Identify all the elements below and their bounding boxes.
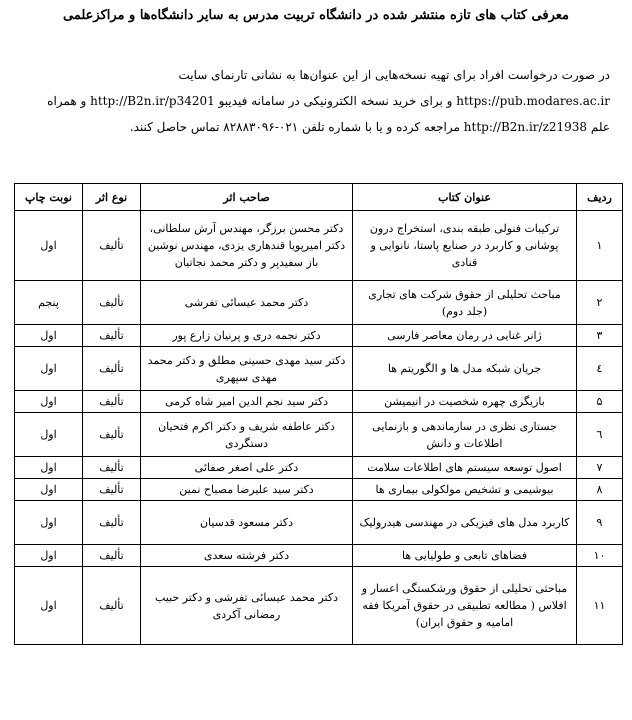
books-table — [14, 183, 623, 645]
cell-book-title: بیوشیمی و تشخیص مولکولی بیماری ها — [353, 479, 577, 501]
cell-row-number: ٤ — [577, 347, 623, 391]
cell-author: دکتر مسعود قدسیان — [141, 501, 353, 545]
cell-work-type: تألیف — [83, 413, 141, 457]
cell-edition: اول — [15, 501, 83, 545]
header-row-number: ردیف — [577, 184, 623, 211]
cell-author: دکتر محمد عیسائی تفرشی و دکتر حبیب رمضانی آکردی — [141, 567, 353, 645]
cell-book-title: جریان شبکه مدل ها و الگوریتم ها — [353, 347, 577, 391]
cell-author: دکتر عاطفه شریف و دکتر اکرم فتحیان دستگردی — [141, 413, 353, 457]
cell-author: دکتر محمد عیسائی تفرشی — [141, 281, 353, 325]
cell-row-number: ۷ — [577, 457, 623, 479]
cell-edition: اول — [15, 391, 83, 413]
cell-book-title: بازیگری چهره شخصیت در انیمیشن — [353, 391, 577, 413]
intro-paragraph — [18, 62, 610, 140]
table-row — [15, 211, 623, 281]
cell-author: دکتر نجمه دری و پرنیان زارع پور — [141, 325, 353, 347]
cell-edition: اول — [15, 211, 83, 281]
cell-book-title: مباحثی تحلیلی از حقوق ورشکستگی اعسار و افلاس ( مطالعه تطبیقی در حقوق آمریکا فقه امامیه و حقوق ایران) — [353, 567, 577, 645]
cell-book-title: ترکیبات فنولی طبقه بندی، استخراج درون پوشانی و کاربرد در صنایع پاستا، نانوایی و قنادی — [353, 211, 577, 281]
cell-book-title: مباحث تحلیلی از حقوق شرکت های تجاری (جلد دوم) — [353, 281, 577, 325]
table-row — [15, 479, 623, 501]
cell-edition: اول — [15, 413, 83, 457]
cell-edition: اول — [15, 347, 83, 391]
cell-work-type: تألیف — [83, 211, 141, 281]
header-author: صاحب اثر — [141, 184, 353, 211]
cell-book-title: اصول توسعه سیستم های اطلاعات سلامت — [353, 457, 577, 479]
cell-work-type: تألیف — [83, 479, 141, 501]
cell-row-number: ۲ — [577, 281, 623, 325]
table-row — [15, 413, 623, 457]
cell-row-number: ۳ — [577, 325, 623, 347]
cell-author: دکتر فرشته سعدی — [141, 545, 353, 567]
table-row — [15, 391, 623, 413]
cell-edition: اول — [15, 567, 83, 645]
cell-row-number: ٦ — [577, 413, 623, 457]
cell-row-number: ۱۱ — [577, 567, 623, 645]
cell-work-type: تألیف — [83, 325, 141, 347]
cell-author: دکتر سید نجم الدین امیر شاه کرمی — [141, 391, 353, 413]
header-edition: نوبت چاپ — [15, 184, 83, 211]
table-row — [15, 545, 623, 567]
table-row — [15, 281, 623, 325]
cell-edition: اول — [15, 457, 83, 479]
cell-author: دکتر سید مهدی حسینی مطلق و دکتر محمد مهدی سپهری — [141, 347, 353, 391]
table-header-row — [15, 184, 623, 211]
cell-book-title: کاربرد مدل های فیزیکی در مهندسی هیدرولیک — [353, 501, 577, 545]
intro-line: در صورت درخواست افراد برای تهیه نسخه‌هایی از این عنوان‌ها به نشانی تارنمای سایت — [178, 68, 610, 82]
cell-row-number: ۱۰ — [577, 545, 623, 567]
table-row — [15, 501, 623, 545]
header-work-type: نوع اثر — [83, 184, 141, 211]
cell-work-type: تألیف — [83, 457, 141, 479]
cell-author: دکتر محسن برزگر، مهندس آرش سلطانی، دکتر امیرپویا قندهاری یزدی، مهندس نوشین باز سفیدپر و دکتر محمد نجاتیان — [141, 211, 353, 281]
cell-row-number: ۹ — [577, 501, 623, 545]
cell-work-type: تألیف — [83, 281, 141, 325]
table-row — [15, 567, 623, 645]
table-row — [15, 347, 623, 391]
cell-row-number: ۵ — [577, 391, 623, 413]
cell-author: دکتر سید علیرضا مصباح نمین — [141, 479, 353, 501]
table-row — [15, 325, 623, 347]
cell-edition: اول — [15, 545, 83, 567]
table-row — [15, 457, 623, 479]
cell-edition: پنجم — [15, 281, 83, 325]
cell-edition: اول — [15, 479, 83, 501]
intro-line: https://pub.modares.ac.ir و برای خرید نسخه الکترونیکی در سامانه فیدیبو http://B2n.ir/p34201 و همراه — [47, 94, 610, 108]
cell-work-type: تألیف — [83, 501, 141, 545]
intro-line: علم http://B2n.ir/z21938 مراجعه کرده و یا با شماره تلفن ۰۲۱-۸۲۸۸۳۰۹۶ تماس حاصل کنند. — [129, 120, 610, 134]
cell-work-type: تألیف — [83, 391, 141, 413]
cell-work-type: تألیف — [83, 567, 141, 645]
cell-work-type: تألیف — [83, 347, 141, 391]
cell-row-number: ۱ — [577, 211, 623, 281]
cell-book-title: جستاری نظری در سازماندهی و بازنمایی اطلاعات و دانش — [353, 413, 577, 457]
cell-author: دکتر علی اصغر صفائی — [141, 457, 353, 479]
cell-work-type: تألیف — [83, 545, 141, 567]
cell-edition: اول — [15, 325, 83, 347]
cell-row-number: ۸ — [577, 479, 623, 501]
document-title: معرفی کتاب های تازه منتشر شده در دانشگاه تربیت مدرس به سایر دانشگاه‌ها و مراکزعلمی — [63, 8, 569, 23]
cell-book-title: فضاهای تابعی و طولیایی ها — [353, 545, 577, 567]
header-book-title: عنوان کتاب — [353, 184, 577, 211]
cell-book-title: ژانر غنایی در رمان معاصر فارسی — [353, 325, 577, 347]
